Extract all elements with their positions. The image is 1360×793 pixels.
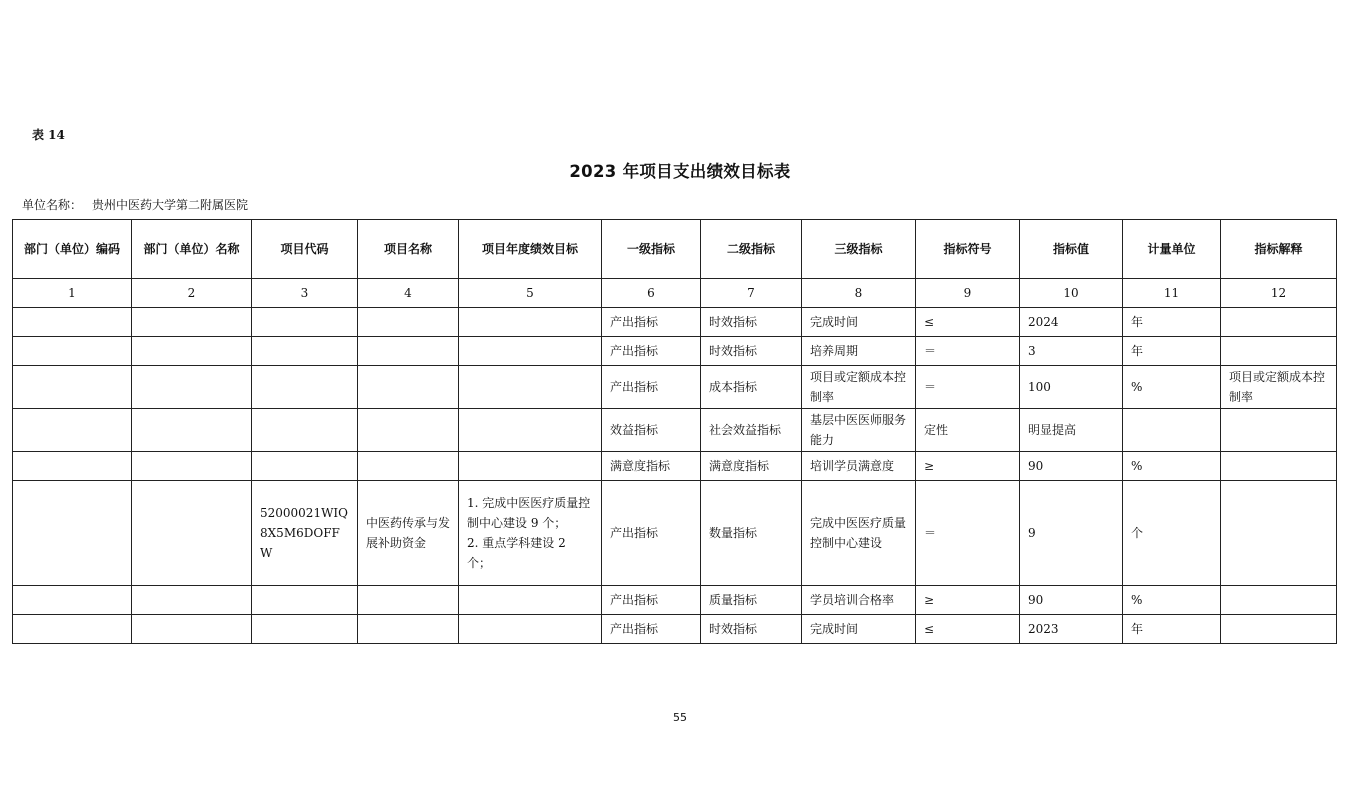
- table-cell: 90: [1020, 452, 1123, 481]
- header-cell: 指标解释: [1221, 220, 1337, 279]
- table-cell: [13, 481, 132, 586]
- table-cell: [358, 409, 459, 452]
- table-cell: [13, 409, 132, 452]
- header-row: [13, 220, 1337, 279]
- table-cell: [13, 452, 132, 481]
- column-number: 6: [602, 279, 701, 308]
- table-cell: [252, 452, 358, 481]
- table-cell: 2023: [1020, 615, 1123, 644]
- table-cell: 完成时间: [802, 615, 916, 644]
- header-cell: 指标值: [1020, 220, 1123, 279]
- table-cell: ≤: [916, 615, 1020, 644]
- table-cell: [1123, 409, 1221, 452]
- table-cell: [1221, 337, 1337, 366]
- table-cell: 满意度指标: [701, 452, 802, 481]
- table-cell: [358, 366, 459, 409]
- header-cell: 部门（单位）名称: [132, 220, 252, 279]
- header-cell: 指标符号: [916, 220, 1020, 279]
- header-cell: 项目名称: [358, 220, 459, 279]
- table-cell: [358, 308, 459, 337]
- table-cell: 项目或定额成本控制率: [802, 366, 916, 409]
- document-title: 2023 年项目支出绩效目标表: [569, 162, 791, 181]
- column-number: 9: [916, 279, 1020, 308]
- table-cell: [252, 586, 358, 615]
- table-cell: [358, 337, 459, 366]
- table-cell: 培养周期: [802, 337, 916, 366]
- table-cell: [132, 586, 252, 615]
- goal-line: 2. 重点学科建设 2 个；: [467, 536, 566, 570]
- project-code: 52000021WIQ8X5M6DOFFW: [252, 481, 358, 586]
- table-cell: [13, 308, 132, 337]
- table-cell: [13, 586, 132, 615]
- unit-line: [22, 196, 248, 213]
- table-cell: [252, 409, 358, 452]
- table-row: [13, 615, 1337, 644]
- table-cell: [459, 308, 602, 337]
- performance-table: [12, 219, 1337, 644]
- table-cell: %: [1123, 586, 1221, 615]
- unit-value: 贵州中医药大学第二附属医院: [92, 198, 249, 212]
- table-cell: [252, 366, 358, 409]
- table-cell: [132, 337, 252, 366]
- column-number-row: [13, 279, 1337, 308]
- table-cell: 产出指标: [602, 337, 701, 366]
- table-cell: 年: [1123, 308, 1221, 337]
- table-cell: 培训学员满意度: [802, 452, 916, 481]
- table-cell: [358, 586, 459, 615]
- table-cell: 基层中医医师服务能力: [802, 409, 916, 452]
- column-number: 4: [358, 279, 459, 308]
- unit-label: 单位名称：: [22, 198, 83, 212]
- column-number: 7: [701, 279, 802, 308]
- header-cell: 二级指标: [701, 220, 802, 279]
- table-cell: [132, 615, 252, 644]
- table-cell: 满意度指标: [602, 452, 701, 481]
- table-cell: [459, 409, 602, 452]
- table-cell: [252, 337, 358, 366]
- table-cell: [1221, 481, 1337, 586]
- table-cell: [132, 481, 252, 586]
- table-cell: [459, 452, 602, 481]
- project-name: 中医药传承与发展补助资金: [358, 481, 459, 586]
- table-cell: 定性: [916, 409, 1020, 452]
- table-row: [13, 481, 1337, 586]
- column-number: 2: [132, 279, 252, 308]
- table-cell: 数量指标: [701, 481, 802, 586]
- table-cell: 3: [1020, 337, 1123, 366]
- table-cell: [13, 337, 132, 366]
- column-number: 1: [13, 279, 132, 308]
- table-cell: 产出指标: [602, 366, 701, 409]
- table-cell: %: [1123, 452, 1221, 481]
- table-row: [13, 409, 1337, 452]
- table-cell: %: [1123, 366, 1221, 409]
- table-cell: [132, 409, 252, 452]
- table-cell: 社会效益指标: [701, 409, 802, 452]
- table-cell: ≥: [916, 586, 1020, 615]
- table-row: [13, 586, 1337, 615]
- table-cell: 9: [1020, 481, 1123, 586]
- column-number: 11: [1123, 279, 1221, 308]
- table-row: [13, 452, 1337, 481]
- table-cell: ≥: [916, 452, 1020, 481]
- table-cell: 年: [1123, 615, 1221, 644]
- table-cell: 100: [1020, 366, 1123, 409]
- header-cell: 一级指标: [602, 220, 701, 279]
- column-number: 8: [802, 279, 916, 308]
- header-cell: 项目代码: [252, 220, 358, 279]
- column-number: 3: [252, 279, 358, 308]
- table-cell: [13, 615, 132, 644]
- goal-line: 1. 完成中医医疗质量控制中心建设 9 个；: [467, 496, 591, 530]
- table-cell: [1221, 452, 1337, 481]
- page-number: 55: [673, 711, 687, 724]
- table-cell: [132, 452, 252, 481]
- table-cell: 明显提高: [1020, 409, 1123, 452]
- header-cell: 项目年度绩效目标: [459, 220, 602, 279]
- annual-goal: [459, 481, 602, 586]
- table-cell: [459, 366, 602, 409]
- table-cell: ＝: [916, 366, 1020, 409]
- table-cell: [1221, 409, 1337, 452]
- header-cell: 部门（单位）编码: [13, 220, 132, 279]
- table-cell: ≤: [916, 308, 1020, 337]
- column-number: 12: [1221, 279, 1337, 308]
- table-cell: 产出指标: [602, 615, 701, 644]
- table-cell: [132, 308, 252, 337]
- table-cell: 完成中医医疗质量控制中心建设: [802, 481, 916, 586]
- table-row: [13, 366, 1337, 409]
- table-cell: ＝: [916, 337, 1020, 366]
- table-cell: [358, 452, 459, 481]
- table-number: 表 14: [32, 128, 65, 142]
- table-cell: 年: [1123, 337, 1221, 366]
- column-number: 10: [1020, 279, 1123, 308]
- table-cell: [1221, 308, 1337, 337]
- table-cell: [252, 308, 358, 337]
- header-cell: 三级指标: [802, 220, 916, 279]
- table-cell: 个: [1123, 481, 1221, 586]
- table-cell: [1221, 586, 1337, 615]
- table-cell: [459, 337, 602, 366]
- table-cell: 2024: [1020, 308, 1123, 337]
- table-cell: [13, 366, 132, 409]
- table-cell: [459, 586, 602, 615]
- table-cell: 时效指标: [701, 337, 802, 366]
- table-cell: [358, 615, 459, 644]
- table-cell: 时效指标: [701, 308, 802, 337]
- table-cell: 效益指标: [602, 409, 701, 452]
- table-cell: [132, 366, 252, 409]
- table-cell: [252, 615, 358, 644]
- table-cell: [1221, 615, 1337, 644]
- table-cell: 90: [1020, 586, 1123, 615]
- column-number: 5: [459, 279, 602, 308]
- table-cell: [459, 615, 602, 644]
- table-cell: 完成时间: [802, 308, 916, 337]
- table-cell: 产出指标: [602, 586, 701, 615]
- table-cell: 产出指标: [602, 308, 701, 337]
- table-row: [13, 337, 1337, 366]
- table-cell: 质量指标: [701, 586, 802, 615]
- table-cell: 学员培训合格率: [802, 586, 916, 615]
- table-cell: 成本指标: [701, 366, 802, 409]
- table-cell: 时效指标: [701, 615, 802, 644]
- table-cell: 项目或定额成本控制率: [1221, 366, 1337, 409]
- table-row: [13, 308, 1337, 337]
- table-cell: ＝: [916, 481, 1020, 586]
- table-cell: 产出指标: [602, 481, 701, 586]
- header-cell: 计量单位: [1123, 220, 1221, 279]
